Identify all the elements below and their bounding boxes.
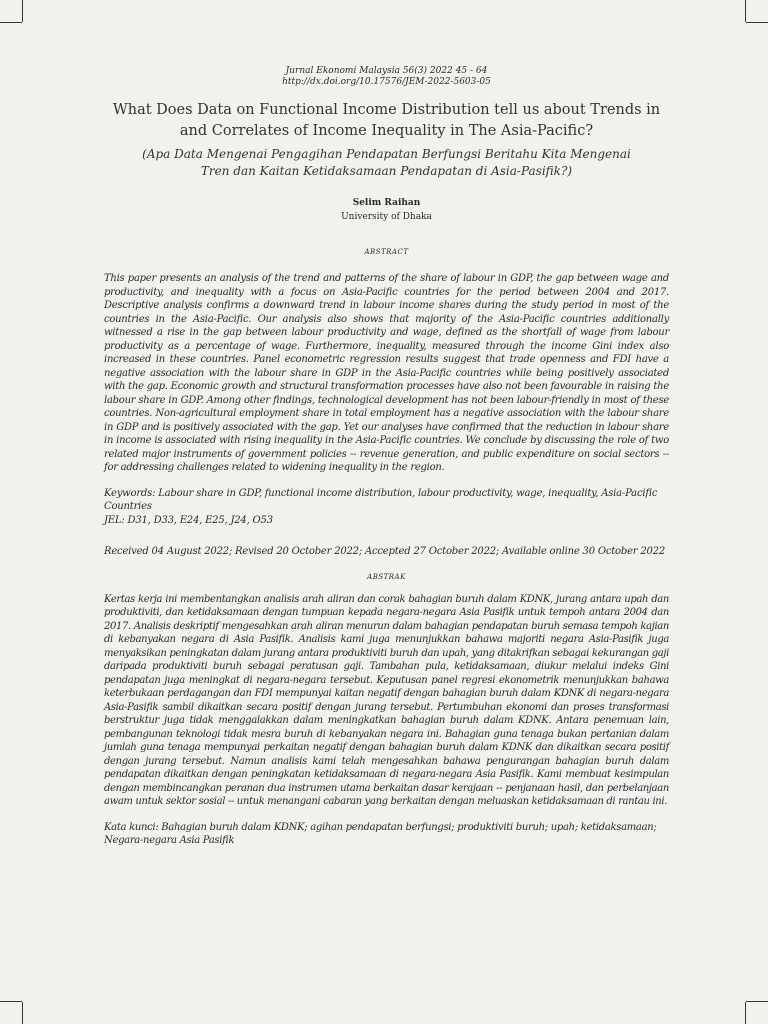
abstract-body: This paper presents an analysis of the trend and patterns of the share of labour in GDP, the gap between wage and productivity, and inequality with a focus on Asia-Pacific countries for the period between 2004 and 2017. Descriptive analysis confirms a downward trend in labour income shares during the study period in most of the countries in the Asia-Pacific. Our analysis also shows that majority of the Asia-Pacific countries additionally witnessed a rise in the gap between labour productivity and wage, defined as the shortfall of wage from labour productivity as a percentage of wage. Furthermore, inequality, measured through the income Gini index also increased in these countries. Panel econometric regression results suggest that trade openness and FDI have a negative association with the labour share in GDP in the Asia-Pacific countries while being positively associated with the gap. Economic growth and structural transformation processes have also not been favourable in raising the labour share in GDP. Among other findings, technological development has not been labour-friendly in most of these countries. Non-agricultural employment share in total employment has a negative association with the labour share in GDP and is positively associated with the gap. Yet our analyses have confirmed that the reduction in labour share in income is associated with rising inequality in the Asia-Pacific countries. We conclude by discussing the role of two related major instruments of government policies -- revenue generation, and public expenditure on social sectors -- for addressing challenges related to widening inequality in the region. <box>104 273 669 473</box>
journal-citation: Jurnal Ekonomi Malaysia 56(3) 2022 45 - 64 <box>285 66 488 76</box>
abstract-heading: ABSTRACT <box>364 248 409 256</box>
crop-mark <box>0 22 22 23</box>
paper-title: What Does Data on Functional Income Distribution tell us about Trends in and Correlates of Income Inequality in The Asia-Pacific? <box>112 102 661 139</box>
crop-mark <box>745 0 746 22</box>
crop-mark <box>0 1001 22 1002</box>
paper-subtitle: (Apa Data Mengenai Pengagihan Pendapatan Berfungsi Beritahu Kita Mengenai Tren dan Kaitan Ketidaksamaan Pendapatan di Asia-Pasifik?) <box>142 147 631 178</box>
crop-mark <box>746 1001 768 1002</box>
jel-codes: JEL: D31, D33, E24, E25, J24, O53 <box>104 514 273 526</box>
journal-header <box>104 66 669 88</box>
kata-kunci: Kata kunci: Bahagian buruh dalam KDNK; agihan pendapatan berfungsi; produktiviti buruh; upah; ketidaksamaan; Negara-negara Asia Pasifik <box>104 821 657 846</box>
crop-mark <box>746 22 768 23</box>
keywords-list: Keywords: Labour share in GDP, functional income distribution, labour productivity, wage, inequality, Asia-Pacific Countries <box>104 487 658 512</box>
received-dates: Received 04 August 2022; Revised 20 October 2022; Accepted 27 October 2022; Available online 30 October 2022 <box>104 546 666 557</box>
crop-mark <box>22 1002 23 1024</box>
keywords <box>104 487 669 528</box>
crop-mark <box>22 0 23 22</box>
abstrak-body: Kertas kerja ini membentangkan analisis arah aliran dan corak bahagian buruh dalam KDNK, jurang antara upah dan produktiviti, dan ketidaksamaan dengan tumpuan kepada negara-negara Asia Pasifik untuk tempoh antara 2004 dan 2017. Analisis deskriptif mengesahkan arah aliran menurun dalam bahagian pendapatan buruh semasa tempoh kajian di kebanyakan negara di Asia Pasifik. Analisis kami juga menunjukkan bahawa majoriti negara Asia-Pasifik juga menyaksikan peningkatan dalam jurang antara produktiviti buruh dan upah, yang ditakrifkan sebagai kekurangan gaji daripada produktiviti buruh sebagai peratusan gaji. Tambahan pula, ketidaksamaan, diukur melalui indeks Gini pendapatan juga meningkat di negara-negara tersebut. Keputusan panel regresi ekonometrik menunjukkan bahawa keterbukaan perdagangan dan FDI mempunyai kaitan negatif dengan bahagian buruh dalam KDNK di negara-negara Asia-Pasifik sambil dikaitkan secara positif dengan jurang tersebut. Pertumbuhan ekonomi dan proses transformasi berstruktur juga tidak menggalakkan dalam meningkatkan bahagian buruh dalam KDNK. Antara penemuan lain, pembangunan teknologi tidak mesra buruh di kebanyakan negara ini. Bahagian guna tenaga bukan pertanian dalam jumlah guna tenaga mempunyai perkaitan negatif dengan bahagian buruh dalam KDNK dan dikaitkan secara positif dengan jurang tersebut. Namun analisis kami telah mengesahkan bahawa pengurangan bahagian buruh dalam pendapatan dikaitkan dengan peningkatan ketidaksamaan di negara-negara Asia Pasifik. Kami membuat kesimpulan dengan membincangkan peranan dua instrumen utama berkaitan dasar kerajaan -- penjanaan hasil, dan perbelanjaan awam untuk sektor sosial -- untuk menangani cabaran yang berkaitan dengan meluaskan ketidaksamaan di rantau ini. <box>104 593 669 807</box>
crop-mark <box>745 1002 746 1024</box>
author-affiliation: University of Dhaka <box>341 212 432 222</box>
author-name: Selim Raihan <box>352 198 421 208</box>
paper-page <box>104 66 669 848</box>
abstrak-heading: ABSTRAK <box>367 572 406 581</box>
journal-doi: http://dx.doi.org/10.17576/JEM-2022-5603-05 <box>282 77 491 87</box>
